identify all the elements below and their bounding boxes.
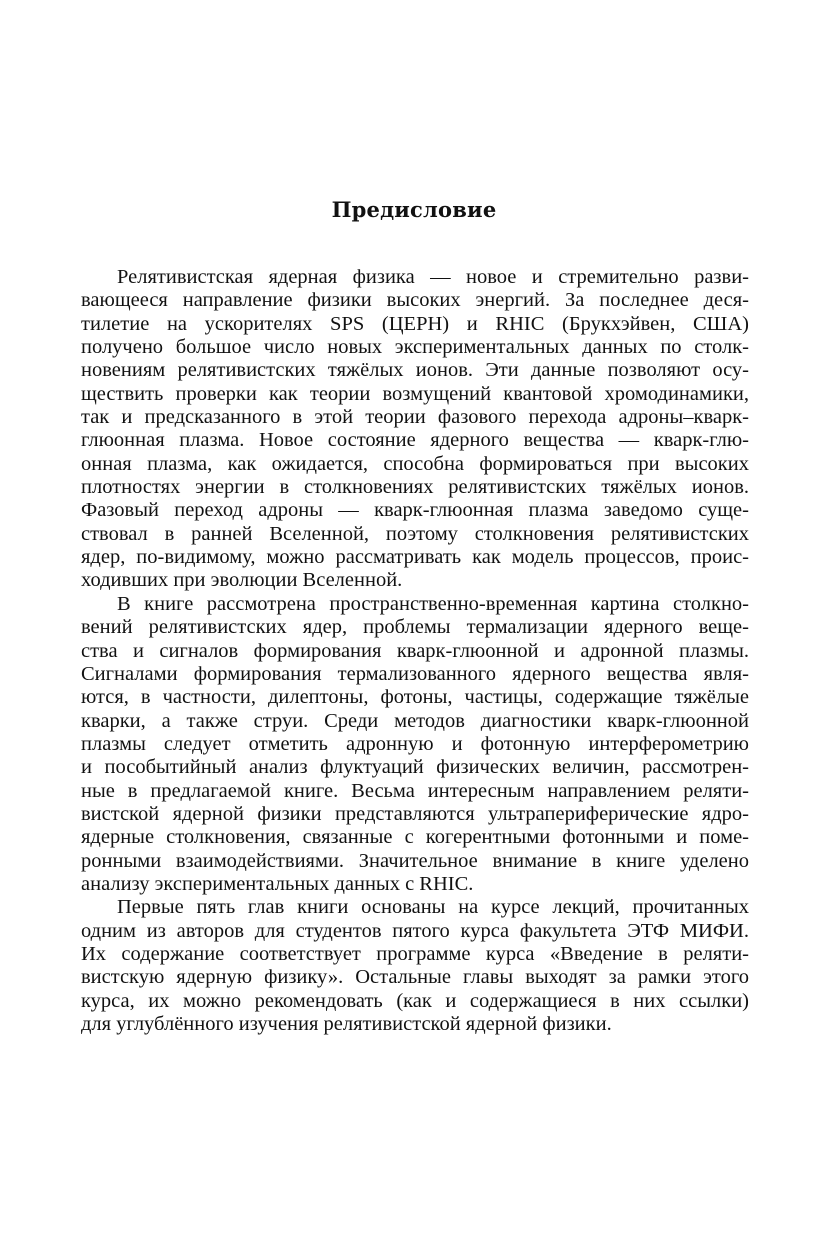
text-line: глюонная плазма. Новое состояние ядерного вещества — кварк-глю- bbox=[81, 429, 749, 452]
text-line: курса, их можно рекомендовать (как и содержащиеся в них ссылки) bbox=[81, 989, 749, 1012]
text-line: Их содержание соответствует программе курса «Введение в реляти- bbox=[81, 942, 749, 965]
text-line: ствовал в ранней Вселенной, поэтому столкновения релятивистских bbox=[81, 522, 749, 545]
text-line: плазмы следует отметить адронную и фотонную интерферометрию bbox=[81, 732, 749, 755]
text-line: одним из авторов для студентов пятого курса факультета ЭТФ МИФИ. bbox=[81, 919, 749, 942]
text-line: ные в предлагаемой книге. Весьма интересным направлением реляти- bbox=[81, 779, 749, 802]
text-line: Фазовый переход адроны — кварк-глюонная плазма заведомо суще- bbox=[81, 499, 749, 522]
text-line: вений релятивистских ядер, проблемы термализации ядерного веще- bbox=[81, 616, 749, 639]
page-title: Предисловие bbox=[331, 197, 497, 222]
text-line: для углублённого изучения релятивистской ядерной физики. bbox=[81, 1013, 612, 1035]
text-line: ядер, по-видимому, можно рассматривать как модель процессов, проис- bbox=[81, 546, 749, 569]
text-line: вистскую ядерную физику». Остальные главы выходят за рамки этого bbox=[81, 966, 749, 989]
text-line: ществить проверки как теории возмущений квантовой хромодинамики, bbox=[81, 382, 749, 405]
text-line: кварки, а также струи. Среди методов диагностики кварк-глюонной bbox=[81, 709, 749, 732]
text-line: тилетие на ускорителях SPS (ЦЕРН) и RHIC (Брукхэйвен, США) bbox=[81, 312, 749, 335]
text-line: онная плазма, как ожидается, способна формироваться при высоких bbox=[81, 452, 749, 475]
paragraph bbox=[81, 896, 749, 1036]
text-line: В книге рассмотрена пространственно-временная картина столкно- bbox=[117, 592, 749, 615]
text-line: вающееся направление физики высоких энергий. За последнее деся- bbox=[81, 289, 749, 312]
text-line: ядерные столкновения, связанные с когерентными фотонными и поме- bbox=[81, 826, 749, 849]
text-line: Первые пять глав книги основаны на курсе лекций, прочитанных bbox=[117, 896, 749, 919]
text-line: вистской ядерной физики представляются ультрапериферические ядро- bbox=[81, 802, 749, 825]
paragraph bbox=[81, 593, 749, 896]
document-body bbox=[81, 266, 749, 1036]
text-line: и пособытийный анализ флуктуаций физических величин, рассмотрен- bbox=[81, 756, 749, 779]
text-line: плотностях энергии в столкновениях релятивистских тяжёлых ионов. bbox=[81, 476, 749, 499]
text-line: получено большое число новых экспериментальных данных по столк- bbox=[81, 336, 749, 359]
text-line: ходивших при эволюции Вселенной. bbox=[81, 569, 403, 592]
paragraph bbox=[81, 266, 749, 593]
text-line: так и предсказанного в этой теории фазового перехода адроны–кварк- bbox=[81, 406, 749, 429]
text-line: ются, в частности, дилептоны, фотоны, частицы, содержащие тяжёлые bbox=[81, 686, 749, 709]
text-line: Сигналами формирования термализованного ядерного вещества явля- bbox=[81, 662, 749, 685]
text-line: Релятивистская ядерная физика — новое и стремительно разви- bbox=[117, 266, 749, 288]
text-line: новениям релятивистских тяжёлых ионов. Эти данные позволяют осу- bbox=[81, 359, 749, 382]
text-line: анализу экспериментальных данных с RHIC. bbox=[81, 872, 474, 895]
text-line: ронными взаимодействиями. Значительное внимание в книге уделено bbox=[81, 849, 749, 872]
text-line: ства и сигналов формирования кварк-глюонной и адронной плазмы. bbox=[81, 639, 749, 662]
